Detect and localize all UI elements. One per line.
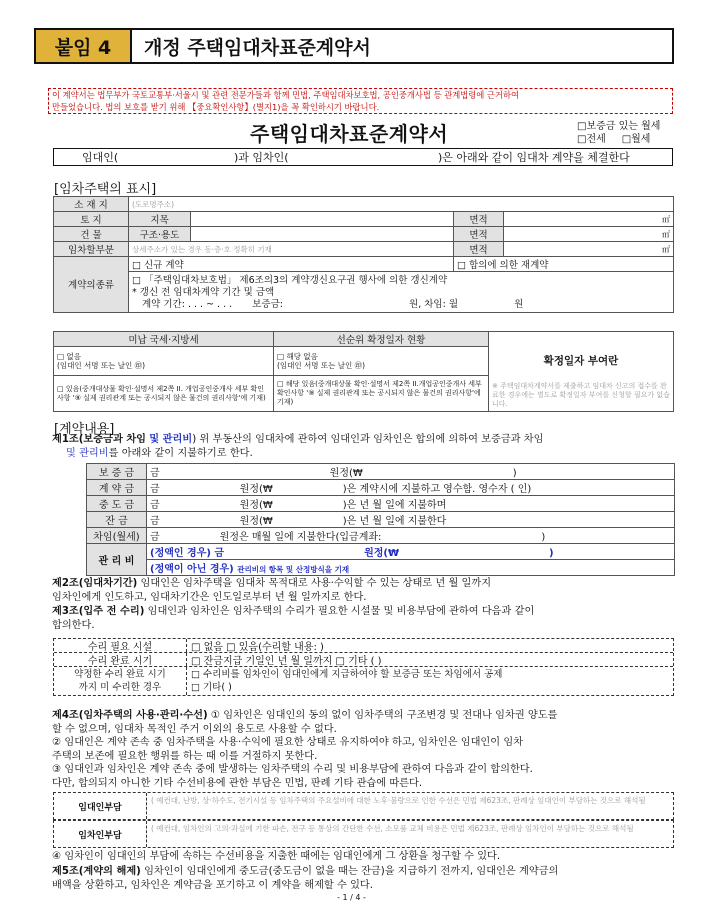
unpaid-none-checkbox[interactable]: □ 없음 [57,351,81,361]
article-5-body-1: 임차인이 임대인에게 중도금(중도금이 없을 때는 잔금)을 지급하기 전까지, 임대인은 계약금의 [140,866,559,877]
deposit-field[interactable]: 금 원정(₩ ) [147,464,675,480]
article-4-heading: 제4조(임차주택의 사용·관리·수선) [52,710,208,721]
payment-table [86,463,675,576]
repair-done-label: 수리 완료 시기 [54,653,187,666]
leased-part-label: 임차할부분 [54,242,129,257]
renew-note: * 갱신 전 임대차계약 기간 및 금액 [132,286,275,298]
option-monthly[interactable]: □월세 [621,134,651,145]
lessee-burden-box [53,820,674,848]
party-line [53,148,673,166]
article-4-p3a: ③ 임대인과 임차인은 계약 존속 중에 발생하는 임차주택의 수리 및 비용부담에 관하여 다음과 같이 합의한다. [52,764,533,775]
address-label: 소 재 지 [54,197,129,212]
article-1 [52,433,682,460]
repair-fail-row [54,667,673,695]
fixed-date-area [489,332,674,412]
unpaid-exist-checkbox[interactable]: □ 있음(중개대상물 확인·설명서 제2쪽 II. 개업공인중개사 세부 확인사항 '⑨ 실제 권리관계 또는 공시되지 않은 물건의 권리사항'에 기재) [54,376,274,412]
notice-line-1: 이 계약서는 법무부가 국토교통부·서울시 및 관련 전문가들과 함께 민법, 주택임대차보호법, 공인중개사법 등 관계법령에 근거하여 [52,90,519,100]
building-type-field[interactable] [191,227,454,242]
contract-type-options [577,120,660,146]
unpaid-tax-header: 미납 국세·지방세 [54,332,274,347]
lessee-burden-label: 임차인부담 [54,821,147,847]
article-3-heading: 제3조(입주 전 수리) [52,606,145,617]
priority-none-sign: (임대인 서명 또는 날인 ㊞) [277,361,366,370]
rent-label: 차임(월세) [87,528,147,544]
leased-part-field[interactable]: 상세주소가 있는 경우 동·층·호 정확히 기재 [129,242,454,257]
document-header [34,28,674,64]
article-4-p2b: 주택의 보존에 필요한 행위를 하는 때 이를 거절하지 못한다. [52,750,318,762]
repair-need-field[interactable]: □ 없음 □ 있음(수리할 내용: ) [191,642,324,653]
document-heading: 개정 주택임대차표준계약서 [144,36,371,59]
building-area-label: 면적 [454,227,504,242]
option-jeonse[interactable]: □전세 [577,134,606,145]
renew-rent-unit: 원 [514,298,524,310]
repair-table [53,638,674,696]
land-area-label: 면적 [454,212,504,227]
land-label: 토 지 [54,212,129,227]
address-field[interactable]: (도로명주소) [129,197,674,212]
article-4-p3b: 다만, 합의되지 아니한 기타 수선비용에 관한 부담은 민법, 판례 기타 관습에 따른다. [52,777,423,789]
lessor-burden-label: 임대인부담 [54,793,147,819]
mgmt-fee-hint: 관리비의 항목 및 산정방식을 기재 [237,565,350,574]
article-5-body-2: 배액을 상환하고, 임차인은 계약금을 포기하고 이 계약을 해제할 수 있다. [52,879,374,891]
section-terms: [계약내용] [54,422,115,437]
contract-title: 주택임대차표준계약서 [250,122,449,146]
article-4-p4: ④ 임차인이 임대인의 부담에 속하는 수선비용을 지출한 때에는 임대인에게 그 상환을 청구할 수 있다. [52,851,501,862]
property-table [53,196,674,313]
article-2-heading: 제2조(임대차기간) [52,578,138,589]
option-deposit-monthly[interactable]: □보증금 있는 월세 [577,121,661,132]
notice-line-2: 만들었습니다. 법의 보호를 받기 위해 【중요확인사항】(별지1)을 꼭 확인하시기 바랍니다. [52,101,380,112]
article-3-body-2: 합의한다. [52,619,95,631]
rent-field[interactable]: 금 원정은 매월 일에 지불한다(입금계좌: ) [147,528,675,544]
mgmt-fee-fixed[interactable]: (정액인 경우) 금 원정(₩ ) [147,544,675,560]
article-4-p1b: 할 수 없으며, 임대차 목적인 주거 이외의 용도로 사용할 수 없다. [52,723,337,735]
repair-fail-other[interactable]: □ 기타( ) [191,682,232,693]
attachment-badge: 붙임 4 [36,30,132,62]
unpaid-none-cell [54,347,274,376]
article-1-heading: 제1조(보증금과 차임 [52,434,147,445]
deposit-label: 보 증 금 [87,464,147,480]
repair-fail-label: 약정한 수리 완료 시기 까지 미 수리한 경우 [54,667,187,695]
renew-agree-checkbox[interactable]: □ 합의에 의한 재계약 [454,257,674,272]
repair-need-label: 수리 필요 시설 [54,639,187,652]
article-1-mgmt: 및 관리비 [66,447,109,459]
lessor-label: 임대인( [82,151,119,164]
renew-rent-label: 차임: 월 [424,298,459,310]
renew-period: 계약 기간: . . . ~ . . . [142,298,233,310]
balance-field[interactable]: 금 원정(₩ )은 년 월 일에 지불한다 [147,512,675,528]
legal-notice [48,88,673,114]
renew-right-checkbox[interactable]: □ 「주택임대차보호법」 제6조의3의 계약갱신요구권 행사에 의한 갱신계약 [129,272,674,287]
down-payment-field[interactable]: 금 원정(₩ )은 계약시에 지불하고 영수함. 영수자 ( 인) [147,480,675,496]
mgmt-fee-variable[interactable]: (정액이 아닌 경우) 관리비의 항목 및 산정방식을 기재 [147,560,675,576]
lessor-burden-box [53,792,674,820]
article-2 [52,577,682,604]
land-type-label: 지목 [129,212,191,227]
priority-none-checkbox[interactable]: □ 해당 없음 [277,351,318,361]
mgmt-fee-label: 관 리 비 [87,544,147,576]
page-number: - 1 / 4 - [337,893,366,902]
article-3 [52,605,682,632]
article-1-heading-mgmt: 및 관리비 [149,434,193,445]
article-1-body-2: 를 아래와 같이 지불하기로 한다. [108,447,253,459]
article-4-p1a: ① 임차인은 임대인의 동의 없이 임차주택의 구조변경 및 전대나 임차권 양도를 [207,710,558,721]
down-payment-label: 계 약 금 [87,480,147,496]
lessor-burden-field[interactable]: ( 예컨대, 난방, 상·하수도, 전기시설 등 임차주택의 주요설비에 대한 노후·불량으로 인한 수선은 민법 제623조, 판례상 임대인이 부담하는 것으로 해석됨 [151,796,646,805]
repair-fail-field [187,668,502,694]
building-label: 건 물 [54,227,129,242]
repair-done-field[interactable]: □ 잔금지급 기일인 년 월 일까지 □ 기타 ( ) [191,656,382,667]
tax-status-table [53,331,674,412]
article-4-p2a: ② 임대인은 계약 존속 중 임차주택을 사용·수익에 필요한 상태로 유지하여야 하고, 임차인은 임대인이 임차 [52,737,524,748]
repair-done-row [54,653,673,667]
repair-fail-deduct[interactable]: □ 수리비를 임차인이 임대인에게 지급하여야 할 보증금 또는 차임에서 공제 [191,669,503,680]
renew-deposit-label: 보증금: [252,298,283,310]
new-contract-checkbox[interactable]: □ 신규 계약 [129,257,454,272]
balance-label: 잔 금 [87,512,147,528]
contract-kind-label: 계약의종류 [54,257,129,313]
priority-none-cell [274,347,489,376]
lessee-label: )과 임차인( [234,151,289,164]
priority-exist-checkbox[interactable]: □ 해당 있음(중개대상물 확인·설명서 제2쪽 II.개업공인중개사 세부 확인사항 '⑨ 실제 권리관계 또는 공시되지 않은 물건의 권리사항'에 기재) [274,376,489,412]
article-2-body-2: 임차인에게 인도하고, 임대차기간은 인도일로부터 년 월 일까지로 한다. [52,591,367,603]
article-5 [52,865,682,892]
priority-date-header: 선순위 확정일자 현황 [274,332,489,347]
leased-area-field[interactable]: ㎡ [504,242,674,257]
fixed-date-title: 확정일자 부여란 [543,354,619,367]
section-property: [임차주택의 표시] [54,182,157,197]
renew-details [129,286,674,312]
article-2-body-1: 임대인은 임차주택을 임대차 목적대로 사용·수익할 수 있는 상태로 년 월 일까지 [137,578,492,589]
article-5-heading: 제5조(계약의 해제) [52,866,141,877]
leased-area-label: 면적 [454,242,504,257]
building-area-field[interactable]: ㎡ [504,227,674,242]
lessee-burden-field[interactable]: ( 예컨대, 임차인의 고의·과실에 기한 파손, 전구 등 통상의 간단한 수선, 소모품 교체 비용은 민법 제623조, 판례상 임차인이 부담하는 것으로 해석됨 [151,824,634,833]
repair-need-row [54,639,673,653]
middle-payment-label: 중 도 금 [87,496,147,512]
article-1-body-1: ) 위 부동산의 임대차에 관하여 임대인과 임차인은 합의에 의하여 보증금과 차임 [192,434,544,445]
party-line-tail: )은 아래와 같이 임대차 계약을 체결한다 [438,151,630,164]
renew-deposit-unit: 원, [409,298,422,310]
fixed-date-note: ※ 주택임대차계약서를 제출하고 임대차 신고의 접수를 완료한 경우에는 별도로 확정일자 부여를 신청할 필요가 없습니다. [492,381,670,408]
article-4 [52,709,682,790]
land-type-field[interactable] [191,212,454,227]
unpaid-none-sign: (임대인 서명 또는 날인 ㊞) [57,361,146,370]
building-type-label: 구조·용도 [129,227,191,242]
middle-payment-field[interactable]: 금 원정(₩ )은 년 월 일에 지불하며 [147,496,675,512]
land-area-field[interactable]: ㎡ [504,212,674,227]
article-3-body-1: 임대인과 임차인은 임차주택의 수리가 필요한 시설물 및 비용부담에 관하여 다음과 같이 [144,606,535,617]
